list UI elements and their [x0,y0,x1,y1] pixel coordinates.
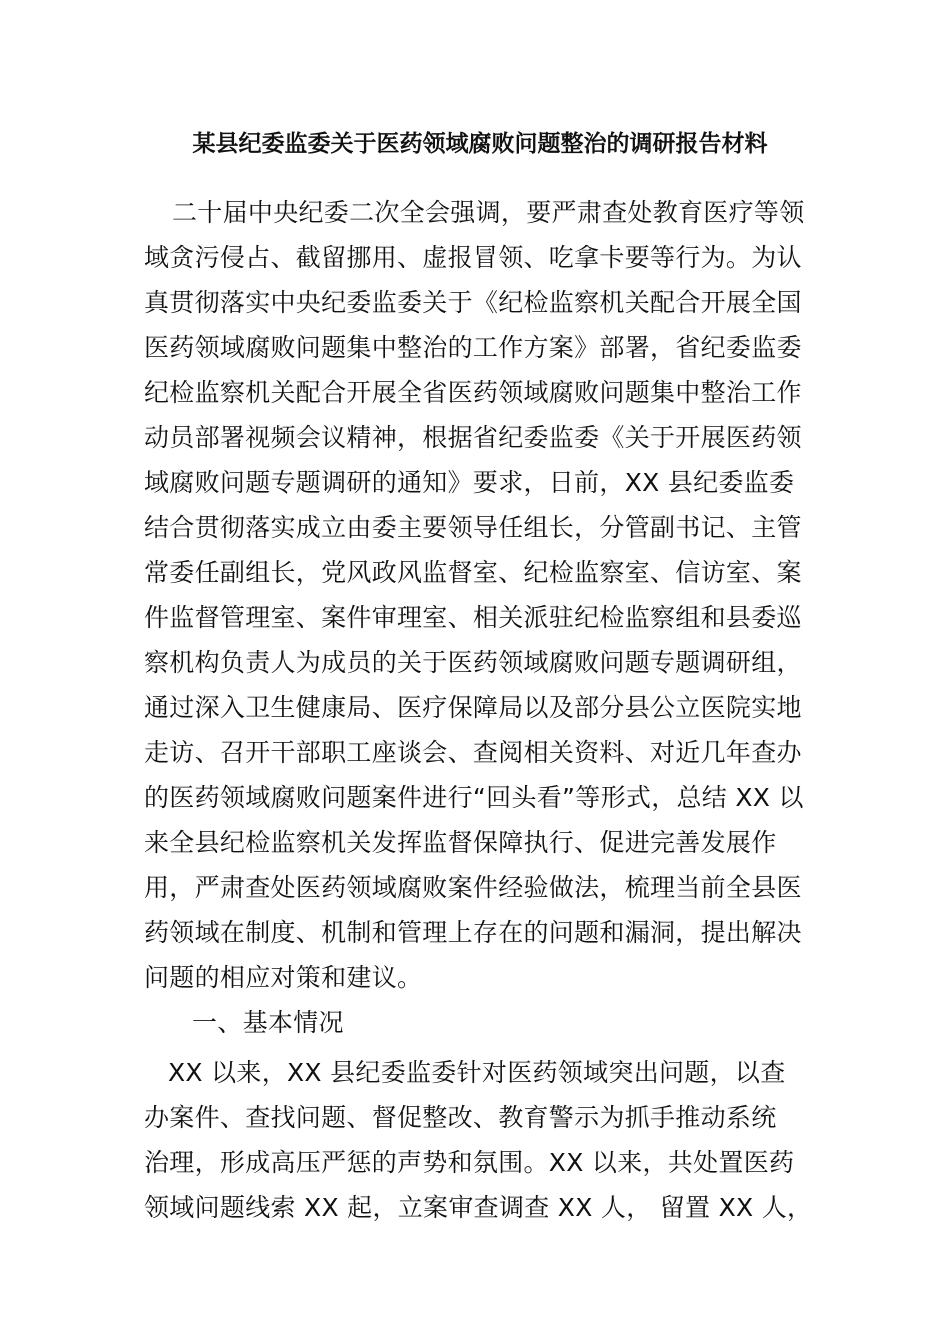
paragraph-line: 结合贯彻落实成立由委主要领导任组长，分管副书记、主管 [144,513,802,542]
paragraph-line: 察机构负责人为成员的关于医药领域腐败问题专题调研组， [144,648,802,677]
paragraph-line: 纪检监察机关配合开展全省医药领域腐败问题集中整治工作 [144,378,802,407]
paragraph-line: XX 以来，XX 县纪委监委针对医药领域突出问题，以查 [168,1058,786,1087]
paragraph-line: 用，严肃查处医药领域腐败案件经验做法，梳理当前全县医 [144,873,802,902]
paragraph-line: 件监督管理室、案件审理室、相关派驻纪检监察组和县委巡 [144,603,802,632]
paragraph-line: 的医药领域腐败问题案件进行“回头看”等形式，总结 XX 以 [144,783,804,812]
paragraph-line: 领域问题线索 XX 起，立案审查调查 XX 人， 留置 XX 人， [144,1193,813,1222]
section-heading [144,1000,824,1045]
document-title: 某县纪委监委关于医药领域腐败问题整治的调研报告材料 [192,131,768,157]
paragraph-line: 二十届中央纪委二次全会强调，要严肃查处教育医疗等领 [172,198,805,227]
intro-paragraph [144,190,824,1000]
paragraph-line: 常委任副组长，党风政风监督室、纪检监察室、信访室、案 [144,558,802,587]
paragraph-line: 治理，形成高压严惩的声势和氛围。XX 以来，共处置医药 [144,1148,795,1177]
paragraph-line: 医药领域腐败问题集中整治的工作方案》部署，省纪委监委 [144,333,802,362]
paragraph-line: 问题的相应对策和建议。 [144,963,423,992]
paragraph-line: 动员部署视频会议精神，根据省纪委监委《关于开展医药领 [144,423,802,452]
paragraph-line: 办案件、查找问题、督促整改、教育警示为抓手推动系统 [144,1103,777,1132]
paragraph-line: 通过深入卫生健康局、医疗保障局以及部分县公立医院实地 [144,693,802,722]
paragraph-line: 走访、召开干部职工座谈会、查阅相关资料、对近几年查办 [144,738,802,767]
paragraph-line: 域腐败问题专题调研的通知》要求，日前，XX 县纪委监委 [144,468,795,497]
paragraph-line: 域贪污侵占、截留挪用、虚报冒领、吃拿卡要等行为。为认 [144,243,802,272]
section-heading-text: 一、基本情况 [192,1008,344,1037]
paragraph-line: 来全县纪检监察机关发挥监督保障执行、促进完善发展作 [144,828,777,857]
basic-situation-paragraph [144,1050,824,1230]
paragraph-line: 真贯彻落实中央纪委监委关于《纪检监察机关配合开展全国 [144,288,802,317]
paragraph-line: 药领域在制度、机制和管理上存在的问题和漏洞，提出解决 [144,918,802,947]
